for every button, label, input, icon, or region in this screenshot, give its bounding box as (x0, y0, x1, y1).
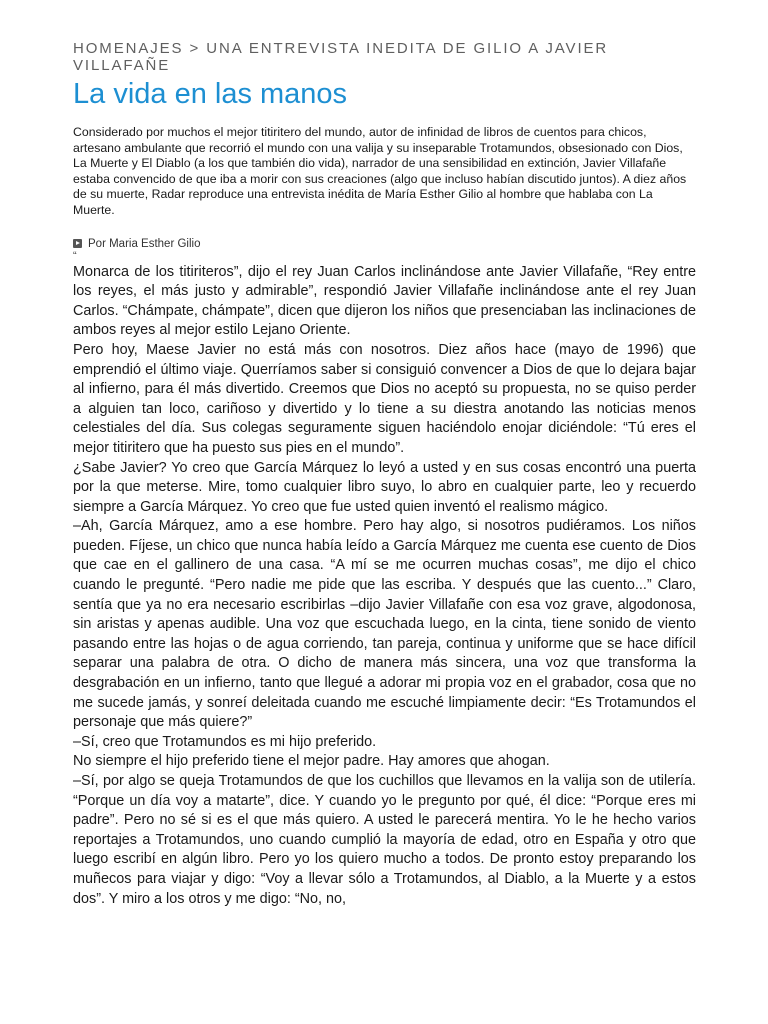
body-paragraph: Pero hoy, Maese Javier no está más con nosotros. Diez años hace (mayo de 1996) que emprendió el último viaje. Querríamos saber si consiguió convencer a Dios de que lo dejara bajar al infierno, para él más divertido. Creemos que Dios no aceptó su propuesta, no se quiso perder a alguien tan loco, cariñoso y divertido y lo tiene a su diestra anotando las noticias menos celestiales del día. Sus colegas seguramente siguen haciéndolo enojar diciéndole: “Tú eres el mejor titiritero que ha puesto sus pies en el mundo”. (73, 341, 696, 456)
body-paragraph: –Sí, creo que Trotamundos es mi hijo preferido. (73, 733, 377, 750)
opening-quote-mark: “ (73, 249, 77, 262)
article-title: La vida en las manos (73, 78, 348, 110)
play-icon (73, 239, 82, 248)
body-paragraph: –Sí, por algo se queja Trotamundos de que los cuchillos que llevamos en la valija son de utilería. “Porque un día voy a matarte”, dice. Y cuando yo le pregunto por qué, él dice: “Porque eres mi padre”. Pero no sé si es el que más quiero. A usted le parecerá mentira. Yo le he hecho varios reportajes a Trotamundos, uno cuando cumplió la mayoría de edad, otro en España y otro que luego escribí en algún libro. Pero yo los quiero mucho a todos. De pronto estoy preparando los muñecos para viajar y digo: “Voy a llevar sólo a Trotamundos, al Diablo, a la Muerte y a estos dos”. Y miro a los otros y me digo: “No, no, (73, 773, 696, 907)
body-paragraph: ¿Sabe Javier? Yo creo que García Márquez lo leyó a usted y en sus cosas encontró una puerta por la que meterse. Mire, tomo cualquier libro suyo, lo abro en cualquier parte, leo y recuerdo siempre a García Márquez. Yo creo que fue usted quien inventó el realismo mágico. (73, 459, 696, 515)
body-paragraph: –Ah, García Márquez, amo a ese hombre. Pero hay algo, si nosotros pudiéramos. Los niños pueden. Fíjese, un chico que nunca había leído a García Márquez me cuenta ese cuento de Dios que cae en el gallinero de una casa. “A mí se me ocurren muchas cosas”, me dijo el chico cuando le pregunté. “Pero nadie me pide que las escriba. Y después que las cuento...” Claro, sentía que ya no era necesario escribirlas –dijo Javier Villafañe con esa voz grave, algodonosa, sin aristas y apenas audible. Una voz que escuchada luego, en la cinta, tiene sonido de viento pasando entre las hojas o de agua corriendo, tan pareja, continua y uniforme que se hace difícil separar una palabra de otra. O dicho de manera más sincera, una voz que transforma la desgrabación en un infierno, tanto que llegué a adorar mi propia voz en el grabador, cosa que no me sucede jamás, y sonreí deleitada cuando me escuché limpiamente decir: “Es Trotamundos el personaje que más quiere?” (73, 518, 696, 731)
breadcrumb[interactable]: HOMENAJES > UNA ENTREVISTA INEDITA DE GILIO A JAVIER VILLAFAÑE (73, 40, 609, 74)
article-body (73, 263, 696, 910)
byline-author[interactable]: Por Maria Esther Gilio (88, 237, 201, 250)
body-paragraph: No siempre el hijo preferido tiene el mejor padre. Hay amores que ahogan. (73, 753, 550, 770)
byline (73, 238, 696, 250)
article-lead: Considerado por muchos el mejor titiritero del mundo, autor de infinidad de libros de cuentos para chicos, artesano ambulante que recorrió el mundo con una valija y su inseparable Trotamundos, obsesionado con Dios, La Muerte y El Diablo (a los que también dio vida), narrador de una sensibilidad en extinción, Javier Villafañe estaba convencido de que iba a morir con sus creaciones (algo que incluso habían discutido juntos). A diez años de su muerte, Radar reproduce una entrevista inédita de María Esther Gilio al hombre que hablaba con La Muerte. (73, 125, 687, 217)
body-paragraph: Monarca de los titiriteros”, dijo el rey Juan Carlos inclinándose ante Javier Villafañe, “Rey entre los reyes, el más justo y admirable”, respondió Javier Villafañe inclinándose ante el rey Juan Carlos. “Chámpate, chámpate”, dicen que dijeron los niños que presenciaban las inclinaciones de ambos reyes al mejor estilo Lejano Oriente. (73, 263, 696, 339)
